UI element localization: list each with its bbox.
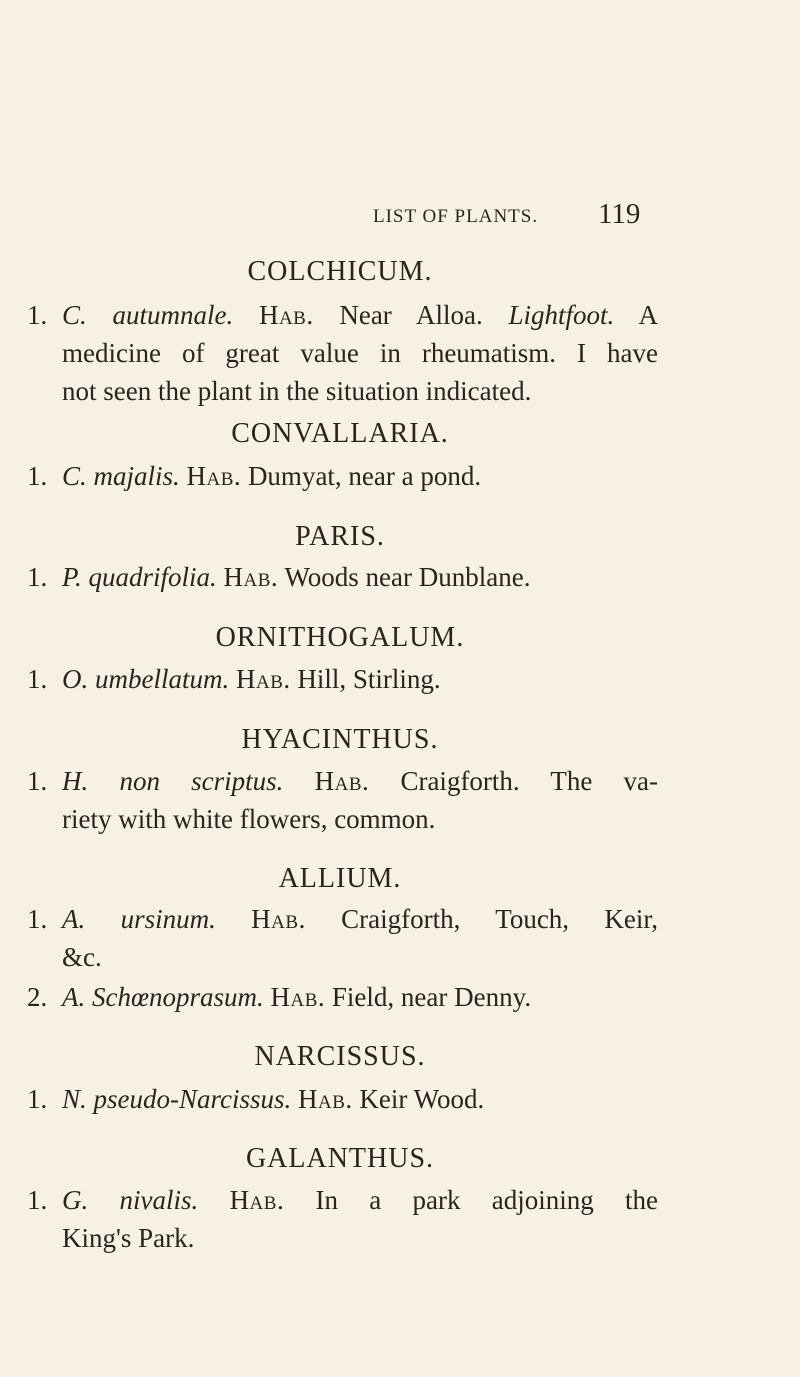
entry-text: [62, 558, 658, 596]
habitat-text: Hill, Stirling.: [297, 664, 441, 694]
entry-line: [62, 457, 658, 495]
species-name: P. quadrifolia.: [62, 562, 217, 592]
genus-heading-colchicum: COLCHICUM.: [247, 256, 433, 287]
habitat-text: In a park adjoining the: [315, 1185, 659, 1215]
running-head: [0, 198, 800, 238]
entry-number: 1.: [27, 766, 48, 796]
genus-heading-allium: ALLIUM.: [278, 863, 402, 894]
entry-line: medicine of great value in rheumatism. I have: [62, 338, 658, 368]
entry-number: 1.: [27, 562, 48, 592]
entry-number: 1.: [27, 461, 48, 491]
habitat-label: Hab.: [258, 300, 314, 330]
species-name: H. non scriptus.: [62, 766, 284, 796]
entry-number: 1.: [27, 300, 48, 330]
genus-heading-ornithogalum: ORNITHOGALUM.: [215, 622, 465, 653]
entry-fragment: A: [638, 300, 659, 330]
entry-text: [62, 900, 658, 976]
entry-text: [62, 762, 658, 838]
habitat-label: Hab.: [251, 904, 306, 934]
page-number: 119: [598, 198, 641, 230]
species-name: G. nivalis.: [62, 1185, 199, 1215]
entry-number: 1.: [27, 1185, 48, 1215]
habitat-text: Field, near Denny.: [331, 982, 532, 1012]
entry-text: [62, 1181, 658, 1257]
entry-number: 1.: [27, 1084, 48, 1114]
entry-line: riety with white flowers, common.: [62, 804, 436, 834]
habitat-text: Woods near Dunblane.: [284, 562, 531, 592]
entry-number: 1.: [27, 904, 48, 934]
habitat-label: Hab.: [314, 766, 370, 796]
species-name: O. umbellatum.: [62, 664, 230, 694]
entry-line: [62, 978, 658, 1016]
habitat-label: Hab.: [298, 1084, 353, 1114]
habitat-text: Near Alloa.: [339, 300, 483, 330]
entry-line: [62, 900, 658, 938]
entry-line: King's Park.: [62, 1223, 195, 1253]
genus-heading-narcissus: NARCISSUS.: [254, 1041, 426, 1072]
entry-line: not seen the plant in the situation indicated.: [62, 376, 532, 406]
entry-line: [62, 558, 658, 596]
habitat-label: Hab.: [229, 1185, 285, 1215]
entry-line: [62, 1080, 658, 1118]
habitat-text: Dumyat, near a pond.: [247, 461, 482, 491]
habitat-label: Hab.: [186, 461, 242, 491]
running-title: LIST OF PLANTS.: [373, 206, 539, 227]
habitat-label: Hab.: [270, 982, 326, 1012]
genus-heading-galanthus: GALANTHUS.: [245, 1143, 435, 1174]
entry-line: [62, 1181, 658, 1219]
genus-heading-hyacinthus: HYACINTHUS.: [241, 724, 439, 755]
habitat-text: Keir Wood.: [359, 1084, 485, 1114]
entry-number: 1.: [27, 664, 48, 694]
entry-line: &c.: [62, 942, 102, 972]
species-name: C. majalis.: [62, 461, 180, 491]
habitat-text: Craigforth. The va-: [400, 766, 659, 796]
genus-heading-convallaria: CONVALLARIA.: [231, 418, 449, 449]
habitat-label: Hab.: [235, 664, 291, 694]
entry-text: [62, 296, 658, 410]
entry-text: [62, 1080, 658, 1118]
species-name: C. autumnale.: [62, 300, 234, 330]
entry-number: 2.: [27, 982, 48, 1012]
entry-line: [62, 660, 658, 698]
entry-text: [62, 457, 658, 495]
entry-line: [62, 296, 658, 334]
species-name: A. Schœnoprasum.: [62, 982, 264, 1012]
entry-text: [62, 660, 658, 698]
entry-line: [62, 762, 658, 800]
authority-name: Lightfoot.: [508, 300, 615, 330]
species-name: A. ursinum.: [62, 904, 216, 934]
entry-text: [62, 978, 658, 1016]
habitat-label: Hab.: [223, 562, 279, 592]
species-name: N. pseudo-Narcissus.: [62, 1084, 292, 1114]
habitat-text: Craigforth, Touch, Keir,: [341, 904, 659, 934]
genus-heading-paris: PARIS.: [295, 521, 385, 552]
